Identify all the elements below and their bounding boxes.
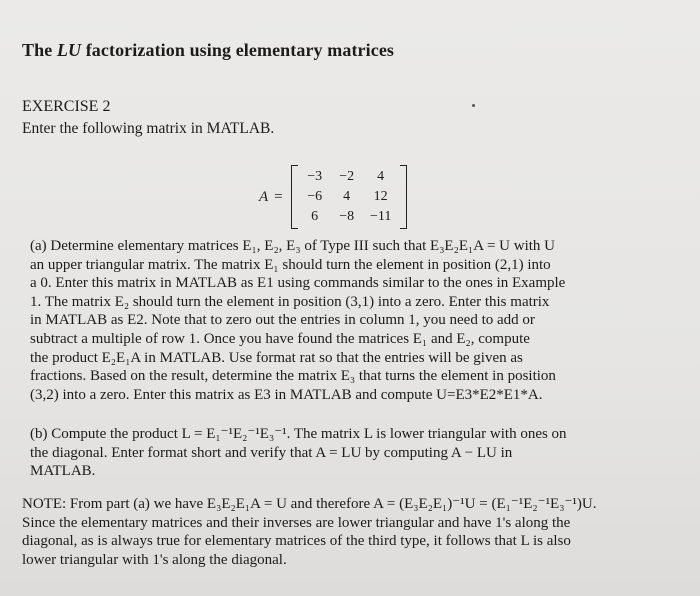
title-prefix: The xyxy=(22,40,57,60)
note-line: lower triangular with 1's along the diagonal. xyxy=(22,551,287,568)
part-a-line: (a) Determine elementary matrices E₁, E₂, E₃ of Type III such that E₃E₂E₁A = U with U xyxy=(30,238,556,254)
part-a-paragraph xyxy=(30,237,565,404)
matrix-cell: 12 xyxy=(373,189,388,204)
part-b-line: MATLAB. xyxy=(30,463,96,480)
part-a-line: in MATLAB as E2. Note that to zero out the entries in column 1, you need to add or xyxy=(30,312,535,329)
part-a-line: fractions. Based on the result, determine the matrix E₃ that turns the element in position xyxy=(30,368,556,385)
part-b-line: the diagonal. Enter format short and verify that A = LU by computing A − LU in xyxy=(30,444,513,461)
part-a-line: the product E₂E₁A in MATLAB. Use format rat so that the entries will be given as xyxy=(30,349,523,366)
note-line: Since the elementary matrices and their inverses are lower triangular and have 1's along the xyxy=(22,514,571,531)
part-b-paragraph xyxy=(30,425,567,481)
matrix-right-bracket xyxy=(400,165,407,229)
matrix-equals: = xyxy=(274,188,283,205)
matrix-cell: −11 xyxy=(369,209,392,224)
part-a-line: 1. The matrix E₂ should turn the element in position (3,1) into a zero. Enter this matrix xyxy=(30,293,550,310)
page-speck xyxy=(472,104,475,107)
matrix-cell: 4 xyxy=(343,189,351,204)
title-suffix: factorization using elementary matrices xyxy=(81,40,395,60)
part-a-line: a 0. Enter this matrix in MATLAB as E1 using commands similar to the ones in Example xyxy=(30,275,566,292)
part-a-line: an upper triangular matrix. The matrix E₁ should turn the element in position (2,1) into xyxy=(30,256,551,273)
part-a-line: subtract a multiple of row 1. Once you have found the matrices E₁ and E₂, compute xyxy=(30,330,530,347)
part-a-line: (3,2) into a zero. Enter this matrix as E3 in MATLAB and compute U=E3*E2*E1*A. xyxy=(30,386,543,403)
note-line: NOTE: From part (a) we have E₃E₂E₁A = U and therefore A = (E₃E₂E₁)⁻¹U = (E₁⁻¹E₂⁻¹E₃⁻¹)U. xyxy=(22,496,597,512)
matrix-cell: −3 xyxy=(307,169,323,184)
title-lu: LU xyxy=(56,40,82,60)
exercise-heading: EXERCISE 2 xyxy=(22,98,111,115)
matrix-name: A xyxy=(259,188,269,205)
matrix-cell: −6 xyxy=(307,189,323,204)
matrix-cell: −2 xyxy=(339,169,355,184)
matrix-cell: 4 xyxy=(377,169,385,184)
matrix-entries xyxy=(298,167,400,227)
matrix-left-bracket xyxy=(291,165,298,229)
matrix-cell: −8 xyxy=(339,209,355,224)
matrix-a xyxy=(259,165,407,229)
part-b-line: (b) Compute the product L = E₁⁻¹E₂⁻¹E₃⁻¹. The matrix L is lower triangular with ones on xyxy=(30,426,567,442)
note-line: diagonal, as is always true for elementary matrices of the third type, it follows that L is also xyxy=(22,533,571,550)
page-title xyxy=(22,40,394,61)
exercise-intro: Enter the following matrix in MATLAB. xyxy=(22,120,275,137)
note-paragraph xyxy=(22,495,596,569)
matrix-cell: 6 xyxy=(311,209,319,224)
